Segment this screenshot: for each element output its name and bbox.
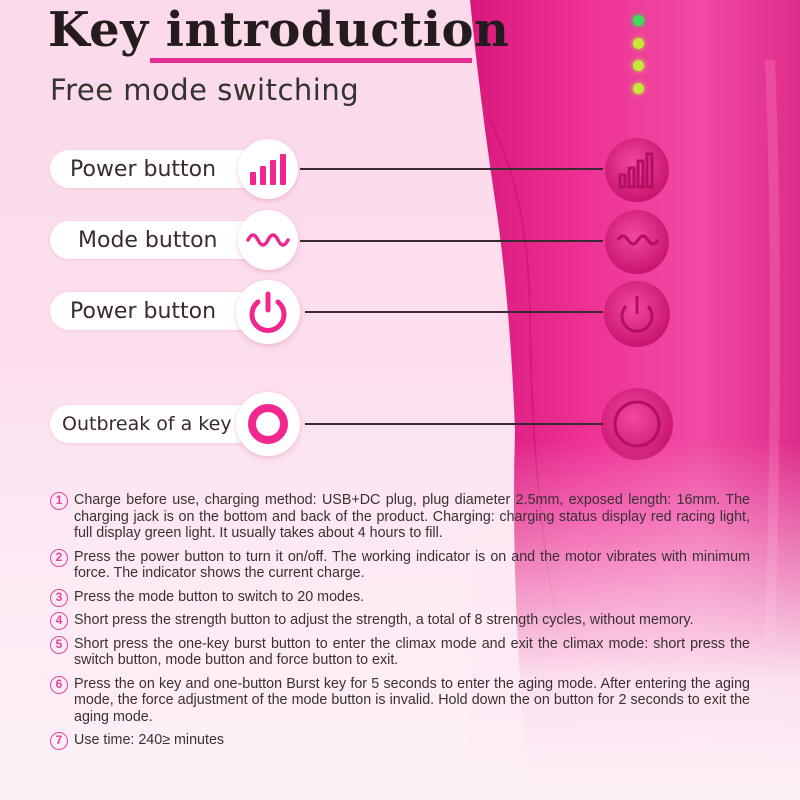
step-number: 7 [50, 732, 68, 750]
signal-bars-icon [238, 139, 298, 199]
battery-led-2 [633, 38, 644, 49]
instruction-item [50, 549, 750, 582]
instruction-item [50, 612, 750, 629]
battery-led-1 [633, 15, 644, 26]
battery-led-4 [633, 83, 644, 94]
callout-label: Power button [70, 298, 217, 324]
step-text: Short press the one-key burst button to enter the climax mode and exit the climax mode: short press the switch button, mode button and force button to exit. [74, 635, 750, 668]
ring-icon [236, 392, 300, 456]
step-number: 1 [50, 492, 68, 510]
callout-line [305, 311, 603, 313]
step-text: Press the power button to turn it on/off. The working indicator is on and the motor vibrates with minimum force. The indicator shows the current charge. [74, 548, 750, 581]
step-number: 6 [50, 676, 68, 694]
callout-label: Outbreak of a key [62, 413, 232, 435]
step-text: Press the on key and one-button Burst key for 5 seconds to enter the aging mode. After entering the aging mode, the force adjustment of the mode button is invalid. Hold down the on button for 2 seconds to exit the aging mode. [74, 675, 750, 725]
instruction-item [50, 589, 750, 606]
step-text: Use time: 240≥ minutes [74, 732, 225, 748]
callout-pill [50, 221, 270, 259]
step-number: 4 [50, 612, 68, 630]
wave-icon [238, 210, 298, 270]
step-text: Press the mode button to switch to 20 modes. [74, 588, 365, 605]
callout-line [300, 240, 603, 242]
step-number: 2 [50, 549, 68, 567]
title-underline [150, 58, 472, 63]
battery-led-3 [633, 60, 644, 71]
instruction-item [50, 732, 750, 749]
callout-label: Mode button [78, 227, 218, 253]
callout-label: Power button [70, 156, 217, 182]
instruction-list [50, 492, 750, 756]
step-number: 3 [50, 589, 68, 607]
instruction-item [50, 636, 750, 669]
step-number: 5 [50, 636, 68, 654]
power-icon [236, 280, 300, 344]
callout-line [305, 423, 603, 425]
instruction-item [50, 676, 750, 726]
callout-pill [50, 150, 270, 188]
page-subtitle: Free mode switching [50, 73, 360, 107]
page-title: Key introduction [48, 2, 510, 58]
step-text: Short press the strength button to adjust the strength, a total of 8 strength cycles, without memory. [74, 612, 694, 628]
step-text: Charge before use, charging method: USB+DC plug, plug diameter 2.5mm, exposed length: 16mm. The charging jack is on the bottom and back of the product. Charging: charging status display red racing light, full display green light. It usually takes about 4 hours to fill. [74, 492, 750, 541]
callout-line [300, 168, 603, 170]
instruction-item [50, 492, 750, 542]
